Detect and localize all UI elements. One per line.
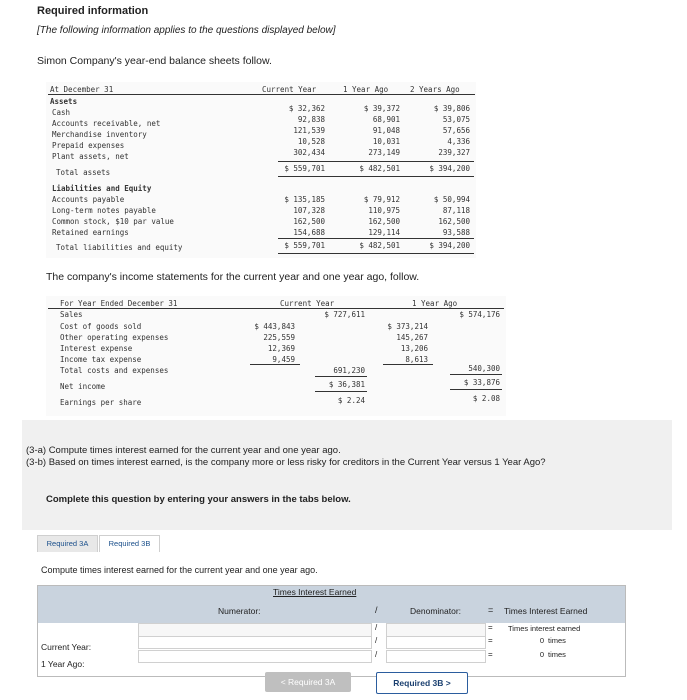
total-costs-cy: 691,230	[333, 366, 365, 375]
asset-value-cy: 92,838	[297, 115, 325, 124]
liability-value-1y: 129,114	[368, 228, 400, 237]
question-panel	[22, 420, 672, 530]
total-assets-rule	[278, 161, 474, 162]
result-current-year: 0	[539, 636, 544, 645]
total-costs-label: Total costs and expenses	[60, 366, 169, 375]
result-1-year-ago: 0	[539, 650, 544, 659]
balance-col-1yr: 1 Year Ago	[343, 85, 389, 94]
income-col-1yr: 1 Year Ago	[412, 299, 458, 308]
eps-label: Earnings per share	[60, 398, 142, 407]
asset-value-2y: 4,336	[447, 137, 470, 146]
row-label-1-year-ago: 1 Year Ago:	[41, 659, 85, 669]
asset-label: Accounts receivable, net	[52, 119, 161, 128]
question-3b: (3-b) Based on times interest earned, is the company more or less risky for creditors in the Current Year versus 1 Year Ago?	[26, 457, 546, 468]
slash-1-year-ago: /	[375, 650, 378, 659]
total-liab-label: Total liabilities and equity	[56, 243, 183, 252]
expense-label: Income tax expense	[60, 355, 142, 364]
net-income-rule-1y	[450, 374, 502, 375]
instructions: Complete this question by entering your answers in the tabs below.	[46, 494, 351, 505]
expense-cy: 12,369	[267, 344, 295, 353]
asset-label: Plant assets, net	[52, 152, 129, 161]
expense-1y: 8,613	[405, 355, 428, 364]
liability-value-2y: 162,500	[438, 217, 470, 226]
net-income-label: Net income	[60, 382, 106, 391]
expense-cy: 225,559	[263, 333, 295, 342]
asset-value-cy: $ 32,362	[288, 104, 325, 113]
question-3a: (3-a) Compute times interest earned for the current year and one year ago.	[26, 445, 341, 456]
denominator-input-current-year[interactable]	[386, 636, 486, 649]
total-assets-cy: $ 559,701	[284, 164, 325, 173]
income-header-label: For Year Ended December 31	[60, 299, 178, 308]
expense-label: Cost of goods sold	[60, 322, 142, 331]
liability-value-2y: $ 50,994	[433, 195, 470, 204]
asset-value-1y: 91,048	[372, 126, 400, 135]
expense-rule-1y	[383, 364, 433, 365]
liability-label: Accounts payable	[52, 195, 125, 204]
tab-required-3a[interactable]: Required 3A	[37, 535, 98, 552]
eps-rule	[315, 391, 367, 392]
equals-1-year-ago: =	[488, 650, 493, 659]
asset-value-2y: 239,327	[438, 148, 470, 157]
liability-label: Common stock, $10 par value	[52, 217, 174, 226]
liability-value-1y: $ 79,912	[363, 195, 400, 204]
sales-label: Sales	[60, 310, 83, 319]
net-income-rule	[315, 376, 367, 377]
liability-value-cy: 162,500	[293, 217, 325, 226]
subheader-denominator-cell	[386, 623, 486, 637]
asset-label: Merchandise inventory	[52, 130, 147, 139]
total-assets-2y: $ 394,200	[429, 164, 470, 173]
total-liab-1y: $ 482,501	[359, 241, 400, 250]
liability-value-2y: 87,118	[442, 206, 470, 215]
numerator-input-1-year-ago[interactable]	[138, 650, 372, 663]
income-header-line	[48, 308, 504, 309]
next-required-3b-button[interactable]: Required 3B >	[376, 672, 468, 694]
expense-label: Interest expense	[60, 344, 133, 353]
total-assets-label: Total assets	[56, 168, 111, 177]
income-col-current: Current Year	[280, 299, 335, 308]
slash-header: /	[375, 605, 378, 615]
asset-label: Cash	[52, 108, 71, 117]
liability-value-1y: 110,975	[368, 206, 400, 215]
liability-value-2y: 93,588	[442, 228, 470, 237]
liability-value-cy: $ 135,185	[284, 195, 325, 204]
total-liab-double-rule	[278, 253, 474, 254]
expense-1y: $ 373,214	[387, 322, 428, 331]
equals-sub: =	[488, 623, 493, 632]
expense-label: Other operating expenses	[60, 333, 169, 342]
numerator-label: Numerator:	[218, 606, 261, 616]
slash-current-year: /	[375, 636, 378, 645]
expense-rule	[250, 364, 300, 365]
liability-label: Long-term notes payable	[52, 206, 156, 215]
asset-value-1y: $ 39,372	[363, 104, 400, 113]
liabilities-heading: Liabilities and Equity	[52, 184, 152, 193]
expense-1y: 13,206	[400, 344, 428, 353]
intro-title: Required information	[37, 5, 149, 17]
total-liab-rule	[278, 238, 474, 239]
expense-cy: 9,459	[272, 355, 295, 364]
sales-1y: $ 574,176	[459, 310, 500, 319]
net-income-1y: $ 33,876	[463, 378, 500, 387]
liability-label: Retained earnings	[52, 228, 129, 237]
balance-col-current: Current Year	[262, 85, 317, 94]
balance-header-line	[48, 94, 475, 95]
expense-1y: 145,267	[396, 333, 428, 342]
net-income-cy: $ 36,381	[328, 380, 365, 389]
result-header: Times Interest Earned	[504, 606, 588, 616]
slash-sub: /	[375, 623, 378, 632]
intro-note: [The following information applies to the questions displayed below]	[37, 25, 336, 36]
total-liab-cy: $ 559,701	[284, 241, 325, 250]
tab-required-3b[interactable]: Required 3B	[99, 535, 160, 552]
task-instruction: Compute times interest earned for the current year and one year ago.	[41, 565, 318, 575]
income-intro: The company's income statements for the current year and one year ago, follow.	[46, 271, 420, 283]
asset-value-cy: 10,528	[297, 137, 325, 146]
denominator-input-1-year-ago[interactable]	[386, 650, 486, 663]
total-liab-2y: $ 394,200	[429, 241, 470, 250]
eps-1y: $ 2.08	[472, 394, 500, 403]
result-subheader: Times interest earned	[508, 624, 581, 633]
unit-current-year: times	[548, 636, 566, 645]
equals-header: =	[488, 605, 494, 615]
total-assets-1y: $ 482,501	[359, 164, 400, 173]
balance-col-2yr: 2 Years Ago	[410, 85, 460, 94]
balance-sheet-intro: Simon Company's year-end balance sheets follow.	[37, 55, 272, 67]
liability-value-cy: 154,688	[293, 228, 325, 237]
denominator-label: Denominator:	[410, 606, 462, 616]
unit-1-year-ago: times	[548, 650, 566, 659]
sales-cy: $ 727,611	[324, 310, 365, 319]
eps-cy: $ 2.24	[337, 396, 365, 405]
subheader-numerator-cell	[138, 623, 372, 637]
asset-value-2y: 53,075	[442, 115, 470, 124]
liability-value-cy: 107,328	[293, 206, 325, 215]
asset-value-cy: 302,434	[293, 148, 325, 157]
prev-required-3a-button[interactable]: < Required 3A	[265, 672, 351, 692]
asset-label: Prepaid expenses	[52, 141, 125, 150]
assets-heading: Assets	[50, 97, 78, 106]
liability-value-1y: 162,500	[368, 217, 400, 226]
grid-title: Times Interest Earned	[273, 587, 357, 597]
asset-value-1y: 68,901	[372, 115, 400, 124]
asset-value-cy: 121,539	[293, 126, 325, 135]
total-assets-double-rule	[278, 176, 474, 177]
equals-current-year: =	[488, 636, 493, 645]
eps-rule-1y	[450, 389, 502, 390]
row-label-current-year: Current Year:	[41, 642, 92, 652]
total-costs-1y: 540,300	[468, 364, 500, 373]
expense-cy: $ 443,843	[254, 322, 295, 331]
times-interest-grid	[37, 585, 626, 677]
asset-value-1y: 273,149	[368, 148, 400, 157]
asset-value-1y: 10,031	[372, 137, 400, 146]
asset-value-2y: $ 39,806	[433, 104, 470, 113]
balance-header-label: At December 31	[50, 85, 114, 94]
asset-value-2y: 57,656	[442, 126, 470, 135]
numerator-input-current-year[interactable]	[138, 636, 372, 649]
